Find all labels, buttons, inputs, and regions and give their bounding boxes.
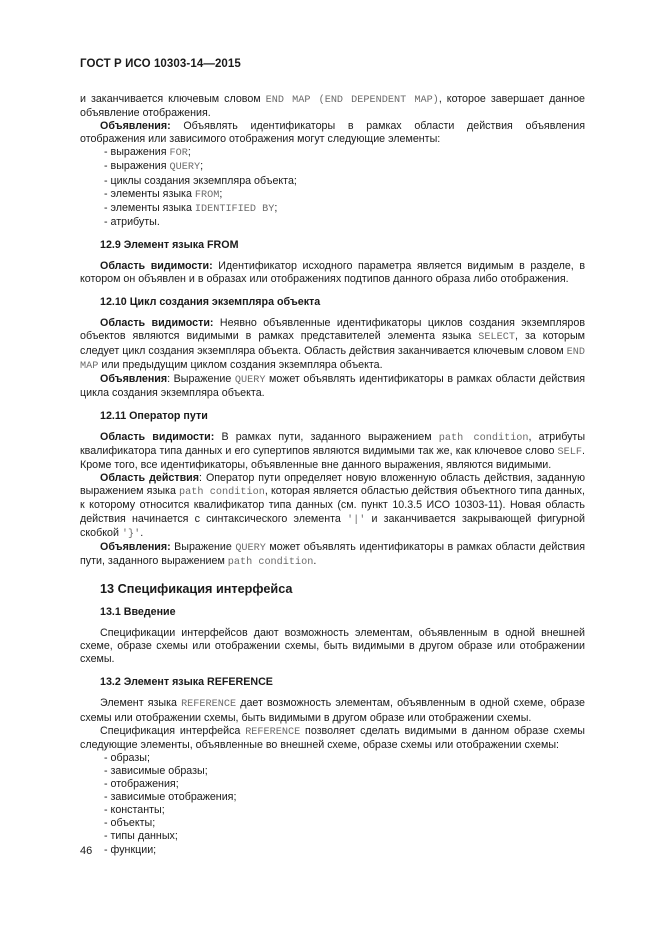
paragraph-action-scope: [80, 472, 585, 540]
section-heading-13-2: 13.2 Элемент языка REFERENCE: [100, 676, 273, 689]
text: дает возможность элементам, объявленным в одной схеме, образе схемы или отображении схемы, быть видимыми в другом образе или отображении схемы.: [80, 697, 585, 724]
code-keyword: SELECT: [478, 332, 515, 344]
text: , которая является областью действия объектного типа данных, к которому относится квалификатор типа данных (см. пункт 10.3.5 ИСО 10303-11). Новая область действия начинается с синтаксического элемента: [80, 485, 585, 525]
code-keyword: END MAP: [80, 346, 585, 372]
text: - элементы языка: [104, 201, 195, 214]
text: - выражения: [104, 160, 170, 173]
text: , атрибуты квалификатора типа данных и его супертипов являются видимыми так же, как ключевое слово: [80, 430, 585, 458]
paragraph-introduction: Спецификации интерфейсов дают возможность элементам, объявленным в одной внешней схеме, образе схемы или отображении схемы, быть видимыми в другом образе или отображении схемы.: [80, 627, 585, 666]
text: ;: [200, 160, 204, 173]
list-item: - типы данных;: [104, 830, 178, 843]
list-item: - зависимые образы;: [104, 764, 208, 777]
list-item: - константы;: [104, 804, 165, 817]
term-label: Область видимости:: [100, 317, 214, 330]
list-item: [80, 202, 585, 216]
section-heading-13: 13 Спецификация интерфейса: [100, 581, 293, 596]
section-heading-12-11: 12.11 Оператор пути: [100, 409, 208, 422]
paragraph-declarations: [80, 373, 585, 400]
text: Выражение: [170, 540, 236, 553]
text: Объявлять идентификаторы в рамках области действия объявления отображения или зависимого отображения могут следующие элементы:: [80, 120, 585, 146]
paragraph-scope: [80, 431, 585, 472]
term-label: Объявления:: [100, 540, 171, 553]
list-item: - объекты;: [104, 817, 156, 830]
text: .: [313, 554, 317, 567]
paragraph-declarations: [80, 120, 585, 146]
text: В рамках пути, заданного выражением: [214, 430, 439, 443]
standard-header: ГОСТ Р ИСО 10303-14—2015: [80, 58, 241, 70]
section-heading-12-9: 12.9 Элемент языка FROM: [100, 238, 239, 251]
term-label: Объявления:: [100, 120, 171, 133]
text: Спецификация интерфейса: [100, 724, 246, 737]
text: или предыдущим циклом создания экземпляра объекта.: [98, 358, 383, 371]
text: и заканчивается ключевым словом: [80, 93, 266, 105]
list-item: [80, 160, 585, 174]
paragraph-declarations: [80, 541, 585, 569]
code-keyword: '|': [347, 514, 366, 526]
code-keyword: path condition: [438, 432, 529, 444]
text: , за которым следует цикл создания экземпляра объекта. Область действия заканчивается ключевым словом: [80, 330, 585, 357]
text: ;: [187, 146, 191, 159]
text: - выражения: [104, 146, 170, 159]
code-keyword: path condition: [179, 487, 265, 499]
section-heading-12-10: 12.10 Цикл создания экземпляра объекта: [100, 296, 321, 309]
code-keyword: END MAP (END DEPENDENT MAP): [265, 95, 439, 106]
code-keyword: REFERENCE: [181, 699, 237, 711]
list-item: [80, 188, 585, 202]
list-item: - отображения;: [104, 778, 179, 791]
page-body: [80, 93, 585, 857]
code-keyword: FOR: [169, 148, 188, 160]
term-label: Область видимости:: [100, 260, 213, 273]
list-item: - образы;: [104, 751, 150, 764]
text: . Кроме того, все идентификаторы, объявленные вне данного выражения, являются видимыми.: [80, 445, 585, 472]
code-keyword: IDENTIFIED BY: [194, 203, 275, 215]
text: - элементы языка: [104, 187, 195, 200]
text: Неявно объявленные идентификаторы циклов создания экземпляров объектов являются видимыми в рамках представителей элемента языка: [80, 317, 585, 343]
term-label: Область видимости:: [100, 430, 215, 443]
paragraph-reference: [80, 697, 585, 724]
section-heading-13-1: 13.1 Введение: [100, 606, 176, 618]
paragraph-scope: [80, 260, 585, 286]
paragraph-map-end: [80, 93, 585, 120]
term-label: Объявления: [100, 372, 168, 385]
list-item: [80, 146, 585, 160]
text: : Выражение: [167, 372, 235, 385]
list-item: - атрибуты.: [104, 215, 160, 228]
text: Идентификатор исходного параметра является видимым в разделе, в котором он объявлен и в образах или отображениях подтипов данного образа либо отображения.: [80, 260, 585, 286]
code-keyword: '}': [121, 528, 141, 540]
text: ;: [219, 187, 223, 200]
code-keyword: QUERY: [169, 162, 201, 174]
text: и заканчивается закрывающей фигурной скобкой: [80, 512, 585, 539]
text: , которое завершает данное объявление отображения.: [80, 93, 585, 120]
page-number: 46: [80, 845, 93, 857]
code-keyword: REFERENCE: [245, 726, 301, 738]
text: : Оператор пути определяет новую вложенную область действия, заданную выражением языка: [80, 472, 586, 498]
text: .: [140, 526, 144, 539]
paragraph-scope: [80, 317, 585, 372]
code-keyword: QUERY: [235, 542, 266, 554]
list-item: - циклы создания экземпляра объекта;: [104, 174, 297, 187]
list-item: - функции;: [104, 843, 157, 856]
code-keyword: SELF: [557, 447, 583, 459]
text: позволяет сделать видимыми в данном образе схемы следующие элементы, объявленные во внешней схеме, образе схемы или отображении схемы:: [80, 724, 585, 751]
paragraph-reference-spec: [80, 725, 585, 752]
text: может объявлять идентификаторы в рамках области действия пути, заданного выражением: [80, 540, 585, 567]
code-keyword: QUERY: [234, 374, 266, 386]
code-keyword: FROM: [194, 189, 220, 201]
text: может объявлять идентификаторы в рамках области действия цикла создания экземпляра объекта.: [80, 372, 586, 399]
text: Элемент языка: [100, 697, 182, 710]
code-keyword: path condition: [227, 556, 314, 568]
term-label: Область действия: [100, 472, 199, 485]
text: ;: [274, 201, 278, 214]
list-item: - зависимые отображения;: [104, 791, 237, 804]
